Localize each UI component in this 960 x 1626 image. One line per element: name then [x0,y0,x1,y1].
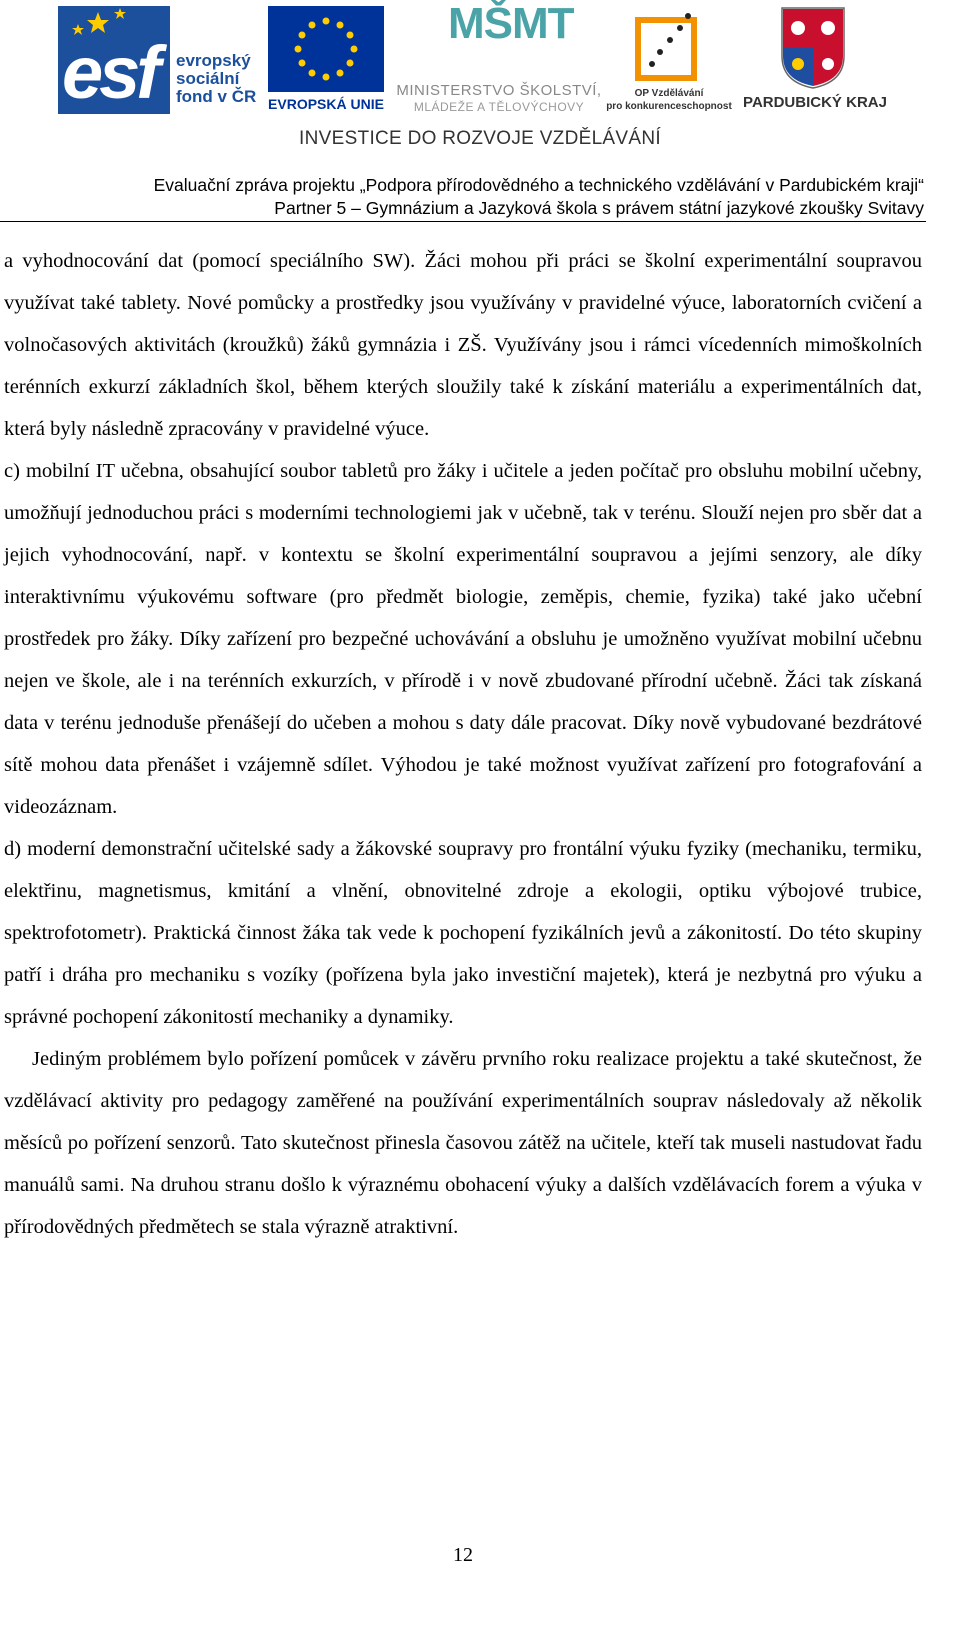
esf-text-line3: fond v ČR [176,87,257,106]
esf-text-line1: evropský [176,51,251,70]
page-header [0,174,924,220]
header-line2: Partner 5 – Gymnázium a Jazyková škola s právem státní jazykové zkoušky Svitavy [274,198,924,218]
document-body [4,240,922,1248]
opvk-line2: pro konkurenceschopnost [606,101,732,112]
eu-logo [266,6,384,114]
coat-of-arms-icon [780,6,846,90]
msmt-mark: MŠMT [448,0,574,48]
msmt-line2: MLÁDEŽE A TĚLOVÝCHOVY [413,100,585,114]
msmt-logo [394,0,604,114]
esf-letters: esf [62,31,157,114]
eu-label: EVROPSKÁ UNIE [268,96,384,112]
opvk-mark-icon [630,10,702,82]
paragraph-c-mobile-it: c) mobilní IT učebna, obsahující soubor tabletů pro žáky i učitele a jeden počítač pro obsluhu mobilní učebny, umožňují jednoduchou práci s moderními technologiemi jak v učebně, tak v terénu. Slouží nejen pro sběr dat a jejich vyhodnocování, např. v kontextu se školní experimentální soupravou a jejími senzory, ale díky interaktivnímu výukovému software (pro předmět biologie, zeměpis, chemie, fyzika) také jako učební prostředek pro žáky. Díky zařízení pro bezpečné uchovávání a obsluhu je umožněno využívat mobilní učebnu nejen ve škole, ale i na terénních exkurzích, v přírodě i v nově zbudované přírodní učebně. Žáci tak získaná data v terénu jednoduše přenášejí do učeben a mohou s daty dále pracovat. Díky nově vybudované bezdrátové sítě mohou data přenášet i vzájemně sdílet. Výhodou je také možnost využívat zařízení pro fotografování a videozáznam. [4,460,922,818]
page-number: 12 [453,1544,473,1566]
investice-tagline: INVESTICE DO ROZVOJE VZDĚLÁVÁNÍ [299,128,661,149]
opvk-line1: OP Vzdělávání [634,88,704,99]
header-divider [0,221,926,222]
msmt-line1: MINISTERSTVO ŠKOLSTVÍ, [396,82,602,99]
opvk-logo [604,4,734,114]
header-line1: Evaluační zpráva projektu „Podpora přírodovědného a technického vzdělávání v Pardubickém kraji“ [153,175,924,195]
pardubicky-kraj-logo [740,6,890,114]
pardubicky-kraj-label: PARDUBICKÝ KRAJ [743,94,887,111]
esf-logo-block [58,6,170,114]
esf-text-line2: sociální [176,69,240,88]
eu-stars-icon [268,6,384,92]
paragraph-problem: Jediným problémem bylo pořízení pomůcek v závěru prvního roku realizace projektu a také skutečnost, že vzdělávací aktivity pro pedagogy zaměřené na používání experimentálních souprav následovaly až několik měsíců po pořízení senzorů. Tato skutečnost přinesla časovou zátěž na učitele, kteří tak museli nastudovat řadu manuálů sami. Na druhou stranu došlo k výraznému obohacení výuky a dalších vzdělávacích forem a výuka v přírodovědných předmětech se stala výrazně atraktivní. [4,1048,922,1238]
esf-text [176,52,256,106]
eu-flag-icon [268,6,384,92]
paragraph-d-physics-kits: d) moderní demonstrační učitelské sady a žákovské soupravy pro frontální výuku fyziky (mechaniku, termiku, elektřinu, magnetismus, kmitání a vlnění, obnovitelné zdroje a ekologii, optiku výbojové trubice, spektrofotometr). Praktická činnost žáka tak vede k pochopení fyzikálních jevů a zákonitostí. Do této skupiny patří i dráha pro mechaniku s vozíky (pořízena byla jako investiční majetek), která je nezbytná pro výuku a správné pochopení zákonitostí mechaniky a dynamiky. [4,838,922,1028]
paragraph-continuation: a vyhodnocování dat (pomocí speciálního SW). Žáci mohou při práci se školní experimentální soupravou využívat také tablety. Nové pomůcky a prostředky jsou využívány v pravidelné výuce, laboratorních cvičení a volnočasových aktivitách (kroužků) žáků gymnázia i ZŠ. Využívány jsou i rámci vícedenních mimoškolních terénních exkurzí základních škol, během kterých sloužily také k získání materiálu a experimentálních dat, která byly následně zpracovány v pravidelné výuce. [4,250,922,440]
esf-logo [58,6,258,114]
